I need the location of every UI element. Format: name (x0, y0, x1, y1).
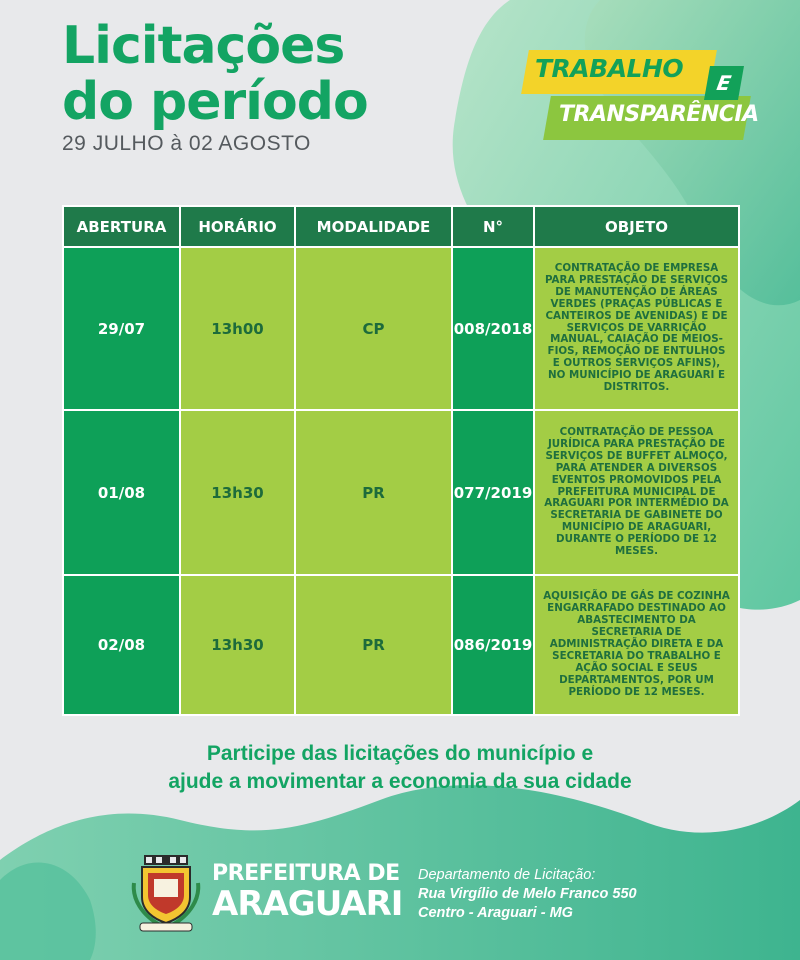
cell-modalidade: CP (295, 247, 452, 410)
header-objeto: OBJETO (534, 206, 739, 247)
cta-line-2: ajude a movimentar a economia da sua cidade (168, 770, 632, 793)
cell-abertura: 01/08 (63, 410, 180, 575)
cell-objeto: CONTRATAÇÃO DE PESSOA JURÍDICA PARA PRESTAÇÃO DE SERVIÇOS DE BUFFET ALMOÇO, PARA ATENDER A DIVERSOS EVENTOS PROMOVIDOS PELA PREFEITURA MUNICIPAL DE ARAGUARI POR INTERMÉDIO DA SECRETARIA DE GABINETE DO MUNICÍPIO DE ARAGUARI, DURANTE O PERÍODO DE 12 MESES. (534, 410, 739, 575)
cell-numero: 086/2019 (452, 575, 534, 715)
city-crest-icon (130, 853, 202, 933)
title-line-1: Licitações (62, 16, 345, 76)
cell-horario: 13h30 (180, 575, 295, 715)
dept-name: Departamento de Licitação: (418, 867, 596, 883)
org-line-2: ARAGUARI (212, 884, 403, 924)
title-line-2: do período (62, 72, 368, 132)
cell-abertura: 29/07 (63, 247, 180, 410)
table-row (63, 575, 739, 715)
table-row (63, 247, 739, 410)
cell-modalidade: PR (295, 575, 452, 715)
cell-abertura: 02/08 (63, 575, 180, 715)
cell-modalidade: PR (295, 410, 452, 575)
cell-numero: 008/2018 (452, 247, 534, 410)
cell-numero: 077/2019 (452, 410, 534, 575)
cell-objeto: CONTRATAÇÃO DE EMPRESA PARA PRESTAÇÃO DE SERVIÇOS DE MANUTENÇÃO DE ÁREAS VERDES (PRAÇAS PÚBLICAS E CANTEIROS DE AVENIDAS) E DE SERVIÇOS DE VARRIÇÃO MANUAL, CAIAÇÃO DE MEIOS-FIOS, REMOÇÃO DE ENTULHOS E OUTROS SERVIÇOS AFINS), NO MUNICÍPIO DE ARAGUARI E DISTRITOS. (534, 247, 739, 410)
prefeitura-logo-text (212, 862, 402, 922)
cell-objeto: AQUISIÇÃO DE GÁS DE COZINHA ENGARRAFADO DESTINADO AO ABASTECIMENTO DA SECRETARIA DE ADMINISTRAÇÃO DIRETA E DA SECRETARIA DO TRABALHO E AÇÃO SOCIAL E SEUS DEPARTAMENTOS, POR UM PERÍODO DE 12 MESES. (534, 575, 739, 715)
trabalho-transparencia-badge (525, 42, 759, 147)
cell-horario: 13h30 (180, 410, 295, 575)
address-line-2: Centro - Araguari - MG (418, 905, 573, 921)
table-header-row (63, 206, 739, 247)
badge-line-1: TRABALHO (535, 54, 684, 83)
badge-connector: E (704, 66, 744, 100)
header-numero: N° (452, 206, 534, 247)
department-address (418, 866, 637, 923)
org-line-1: PREFEITURA DE (212, 861, 400, 886)
header-horario: HORÁRIO (180, 206, 295, 247)
badge-line-2: TRANSPARÊNCIA (559, 102, 759, 127)
header-modalidade: MODALIDADE (295, 206, 452, 247)
table-row (63, 410, 739, 575)
page-title (62, 18, 368, 130)
call-to-action (0, 740, 800, 796)
header-abertura: ABERTURA (63, 206, 180, 247)
cell-horario: 13h00 (180, 247, 295, 410)
bids-table (62, 205, 740, 716)
cta-line-1: Participe das licitações do município e (206, 742, 594, 765)
date-range: 29 JULHO à 02 AGOSTO (62, 132, 311, 155)
address-line-1: Rua Virgílio de Melo Franco 550 (418, 886, 637, 902)
